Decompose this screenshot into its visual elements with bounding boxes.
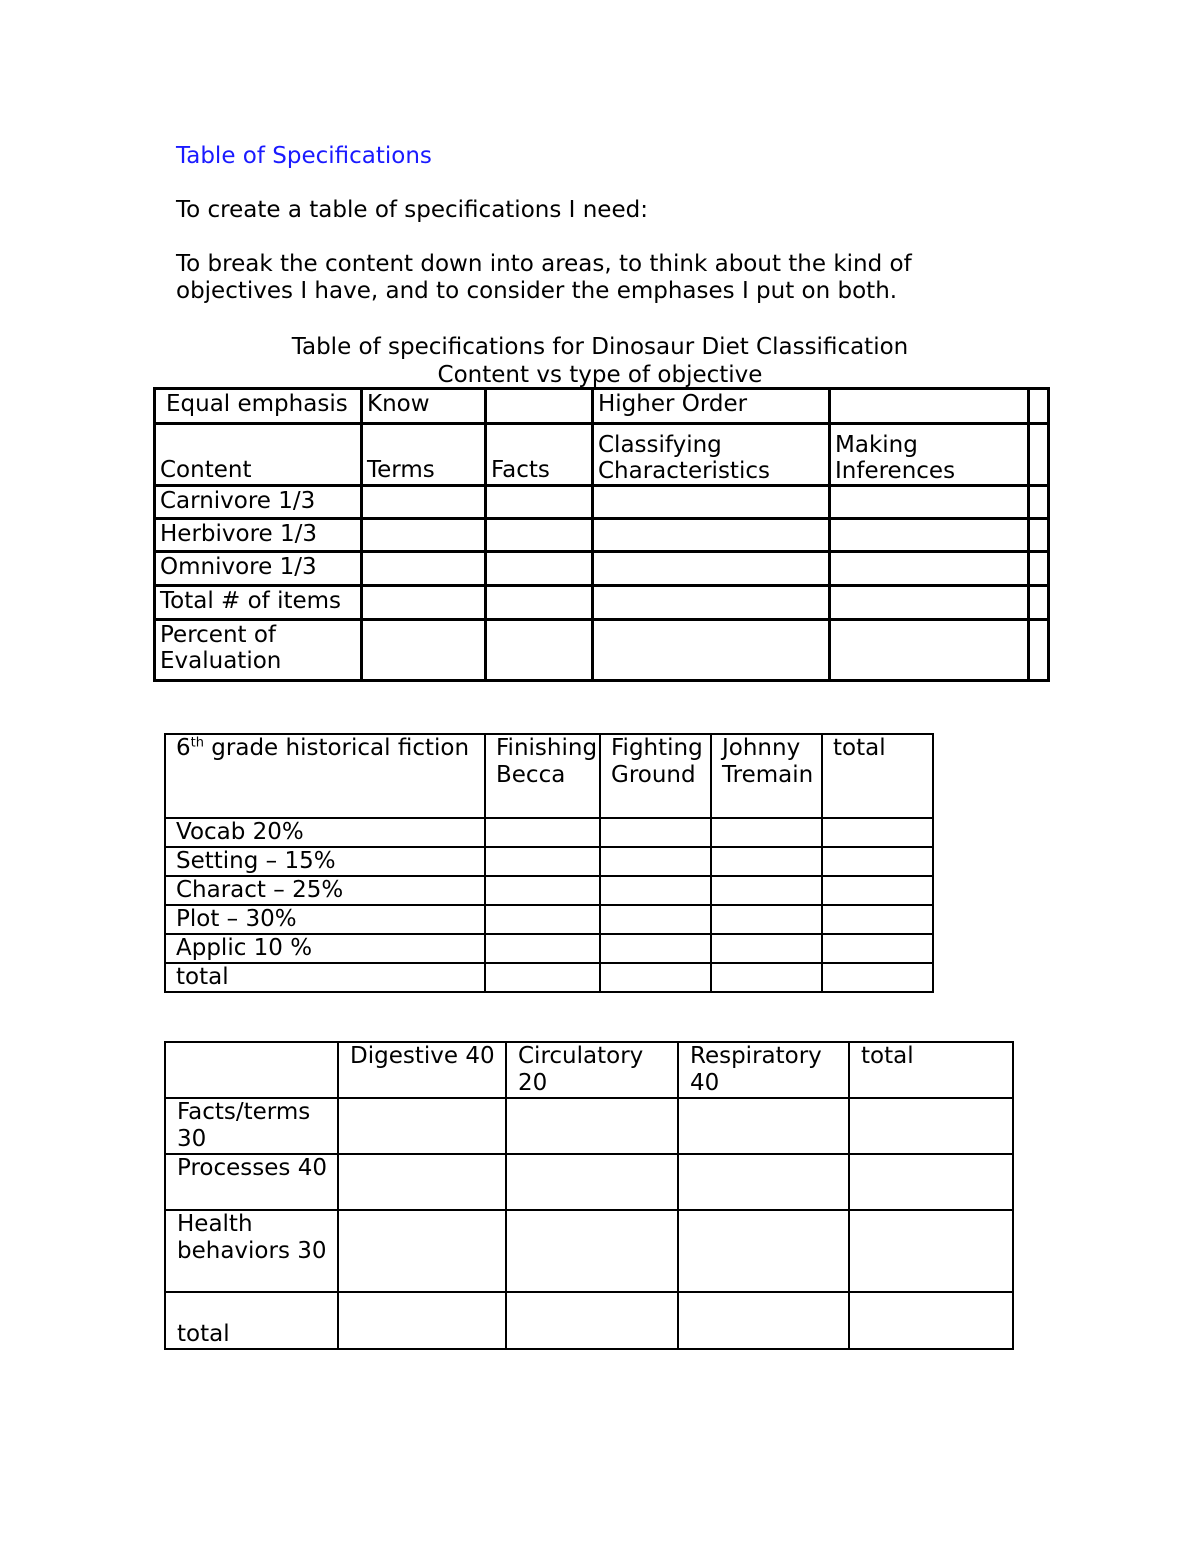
table-cell xyxy=(600,847,711,876)
table-cell: Facts/terms 30 xyxy=(165,1098,338,1154)
table-cell xyxy=(711,876,822,905)
table-cell xyxy=(822,876,933,905)
table-header: Respiratory 40 xyxy=(678,1042,849,1098)
table-cell xyxy=(485,847,600,876)
table-cell: total xyxy=(165,1292,338,1349)
table-cell xyxy=(711,905,822,934)
table1-caption: Table of specifications for Dinosaur Diet Classification xyxy=(291,334,909,360)
table-cell xyxy=(830,552,1029,586)
table-cell: Herbivore 1/3 xyxy=(155,519,362,552)
table-cell xyxy=(830,389,1029,424)
table-header: Digestive 40 xyxy=(338,1042,506,1098)
table-cell xyxy=(486,389,593,424)
table-cell: Setting – 15% xyxy=(165,847,485,876)
table-cell xyxy=(506,1154,678,1210)
table-cell xyxy=(1029,552,1049,586)
table-row xyxy=(165,734,933,818)
table-cell xyxy=(711,847,822,876)
table-cell xyxy=(1029,389,1049,424)
table-cell xyxy=(1029,486,1049,519)
table-row xyxy=(165,934,933,963)
table-cell xyxy=(830,519,1029,552)
table-cell xyxy=(338,1154,506,1210)
historical-fiction-table xyxy=(164,733,934,993)
table-cell xyxy=(849,1098,1013,1154)
table-cell xyxy=(485,963,600,992)
table-cell xyxy=(600,934,711,963)
corner-number: 6 xyxy=(176,735,191,761)
table-cell xyxy=(593,519,830,552)
table-cell xyxy=(830,486,1029,519)
table-row xyxy=(165,963,933,992)
table-cell xyxy=(830,620,1029,681)
table-cell xyxy=(830,586,1029,620)
table-cell xyxy=(485,905,600,934)
table-cell xyxy=(1029,424,1049,486)
table-row xyxy=(165,818,933,847)
table-cell: Applic 10 % xyxy=(165,934,485,963)
table-cell xyxy=(506,1292,678,1349)
table-cell xyxy=(506,1098,678,1154)
table-row xyxy=(155,552,1049,586)
table-header: total xyxy=(849,1042,1013,1098)
table-cell xyxy=(506,1210,678,1292)
table-cell xyxy=(486,586,593,620)
body-systems-table xyxy=(164,1041,1014,1350)
table-header: total xyxy=(822,734,933,818)
table-cell xyxy=(711,934,822,963)
table-cell: Vocab 20% xyxy=(165,818,485,847)
table-row xyxy=(165,905,933,934)
table1-subcaption: Content vs type of objective xyxy=(437,362,763,388)
table-cell xyxy=(678,1098,849,1154)
table-cell xyxy=(486,519,593,552)
table-cell xyxy=(362,620,486,681)
table-cell: Health behaviors 30 xyxy=(165,1210,338,1292)
table-row xyxy=(165,1292,1013,1349)
table-cell: Higher Order xyxy=(593,389,830,424)
table-cell xyxy=(338,1210,506,1292)
table-cell xyxy=(600,818,711,847)
table-cell xyxy=(165,1042,338,1098)
corner-label: grade historical fiction xyxy=(203,735,470,761)
table-cell xyxy=(338,1098,506,1154)
table-cell: Terms xyxy=(362,424,486,486)
table-header: Johnny Tremain xyxy=(711,734,822,818)
table-cell xyxy=(362,519,486,552)
intro-paragraph: To create a table of specifications I need: xyxy=(176,197,648,223)
table-cell: total xyxy=(165,963,485,992)
table-cell: Percent of Evaluation xyxy=(155,620,362,681)
table-cell xyxy=(485,876,600,905)
table-cell xyxy=(711,963,822,992)
table-row xyxy=(155,586,1049,620)
table-cell xyxy=(485,818,600,847)
table-row xyxy=(155,486,1049,519)
table-header: Finishing Becca xyxy=(485,734,600,818)
table-cell xyxy=(486,620,593,681)
table-cell xyxy=(822,934,933,963)
description-paragraph: To break the content down into areas, to think about the kind of objectives I have, and to consider the emphases I put on both. xyxy=(176,251,912,304)
table-row xyxy=(165,1042,1013,1098)
table-row xyxy=(155,519,1049,552)
table-cell xyxy=(600,963,711,992)
table-cell xyxy=(678,1210,849,1292)
table-cell: Carnivore 1/3 xyxy=(155,486,362,519)
table-cell: Content xyxy=(155,424,362,486)
table-cell xyxy=(362,552,486,586)
table-cell xyxy=(165,734,485,818)
table-row xyxy=(165,1210,1013,1292)
page-title: Table of Specifications xyxy=(176,143,432,169)
table-cell xyxy=(822,847,933,876)
table-cell xyxy=(593,586,830,620)
table-cell xyxy=(600,905,711,934)
table-cell xyxy=(678,1292,849,1349)
table-row xyxy=(165,847,933,876)
table-row xyxy=(155,389,1049,424)
table-cell xyxy=(485,934,600,963)
table-cell xyxy=(849,1154,1013,1210)
table-cell xyxy=(711,818,822,847)
table-cell xyxy=(678,1154,849,1210)
table-cell xyxy=(849,1210,1013,1292)
table-cell xyxy=(822,905,933,934)
table-cell xyxy=(593,620,830,681)
table-cell: Processes 40 xyxy=(165,1154,338,1210)
table-row xyxy=(165,876,933,905)
table-cell xyxy=(849,1292,1013,1349)
table-cell: Charact – 25% xyxy=(165,876,485,905)
table-cell: Equal emphasis xyxy=(155,389,362,424)
table-row xyxy=(155,620,1049,681)
table-cell xyxy=(822,963,933,992)
table-cell: Omnivore 1/3 xyxy=(155,552,362,586)
table-cell: Know xyxy=(362,389,486,424)
table-cell xyxy=(1029,620,1049,681)
table-cell xyxy=(593,486,830,519)
table-row xyxy=(155,424,1049,486)
table-cell: Total # of items xyxy=(155,586,362,620)
table-cell: Making Inferences xyxy=(830,424,1029,486)
table-row xyxy=(165,1098,1013,1154)
table-cell xyxy=(486,486,593,519)
table-cell: Facts xyxy=(486,424,593,486)
table-cell xyxy=(362,486,486,519)
table-cell xyxy=(1029,586,1049,620)
table-cell xyxy=(1029,519,1049,552)
table-row xyxy=(165,1154,1013,1210)
corner-superscript: th xyxy=(190,735,204,751)
table-cell xyxy=(338,1292,506,1349)
table-cell xyxy=(362,586,486,620)
table-cell xyxy=(593,552,830,586)
table-cell: Classifying Characteristics xyxy=(593,424,830,486)
table-cell xyxy=(486,552,593,586)
table-header: Circulatory 20 xyxy=(506,1042,678,1098)
table-cell xyxy=(822,818,933,847)
table-header: Fighting Ground xyxy=(600,734,711,818)
table-cell: Plot – 30% xyxy=(165,905,485,934)
table-cell xyxy=(600,876,711,905)
dinosaur-spec-table xyxy=(153,387,1050,682)
